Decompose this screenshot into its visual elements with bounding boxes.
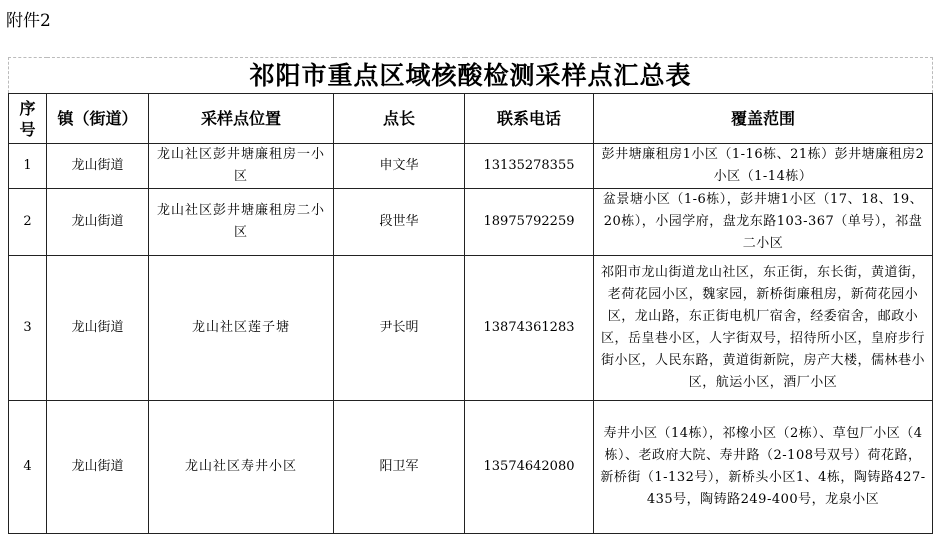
table-title: 祁阳市重点区域核酸检测采样点汇总表 <box>9 58 933 94</box>
row-index: 2 <box>9 189 47 256</box>
row-location: 龙山社区莲子塘 <box>149 256 334 401</box>
row-coverage: 彭井塘廉租房1小区（1-16栋、21栋）彭井塘廉租房2小区（1-14栋） <box>594 144 933 189</box>
row-town: 龙山街道 <box>47 144 149 189</box>
row-town: 龙山街道 <box>47 256 149 401</box>
row-coverage: 祁阳市龙山街道龙山社区，东正街，东长街，黄道街，老荷花园小区，魏家园，新桥街廉租房，新荷花园小区，龙山路，东正街电机厂宿舍，经委宿舍，邮政小区，岳皇巷小区，人字街双号，招待所小区，皇府步行街小区，人民东路，黄道街新院，房产大楼，儒林巷小区，航运小区，酒厂小区 <box>594 256 933 401</box>
row-location: 龙山社区彭井塘廉租房一小区 <box>149 144 334 189</box>
attachment-label: 附件2 <box>6 11 51 31</box>
row-coverage: 寿井小区（14栋），祁橡小区（2栋）、草包厂小区（4栋）、老政府大院、寿井路（2-108号双号）荷花路，新桥街（1-132号），新桥头小区1、4栋，陶铸路427-435号，陶铸路249-400号，龙泉小区 <box>594 401 933 534</box>
row-index: 1 <box>9 144 47 189</box>
row-phone: 18975792259 <box>465 189 594 256</box>
col-header-phone: 联系电话 <box>465 94 594 144</box>
row-index: 4 <box>9 401 47 534</box>
summary-sheet <box>8 57 932 530</box>
row-phone: 13574642080 <box>465 401 594 534</box>
row-leader: 段世华 <box>334 189 465 256</box>
table-row <box>9 189 933 256</box>
table-row <box>9 144 933 189</box>
table-row <box>9 401 933 534</box>
row-phone: 13135278355 <box>465 144 594 189</box>
row-leader: 申文华 <box>334 144 465 189</box>
row-leader: 阳卫军 <box>334 401 465 534</box>
col-header-coverage: 覆盖范围 <box>594 94 933 144</box>
row-town: 龙山街道 <box>47 189 149 256</box>
sampling-points-table <box>8 57 933 534</box>
row-leader: 尹长明 <box>334 256 465 401</box>
table-row <box>9 256 933 401</box>
col-header-town: 镇（街道） <box>47 94 149 144</box>
header-row <box>9 94 933 144</box>
row-phone: 13874361283 <box>465 256 594 401</box>
row-location: 龙山社区彭井塘廉租房二小区 <box>149 189 334 256</box>
col-header-location: 采样点位置 <box>149 94 334 144</box>
col-header-leader: 点长 <box>334 94 465 144</box>
title-row <box>9 58 933 94</box>
row-index: 3 <box>9 256 47 401</box>
row-coverage: 盆景塘小区（1-6栋），彭井塘1小区（17、18、19、20栋），小园学府，盘龙东路103-367（单号），祁盘二小区 <box>594 189 933 256</box>
row-location: 龙山社区寿井小区 <box>149 401 334 534</box>
col-header-index: 序号 <box>9 94 47 144</box>
row-town: 龙山街道 <box>47 401 149 534</box>
